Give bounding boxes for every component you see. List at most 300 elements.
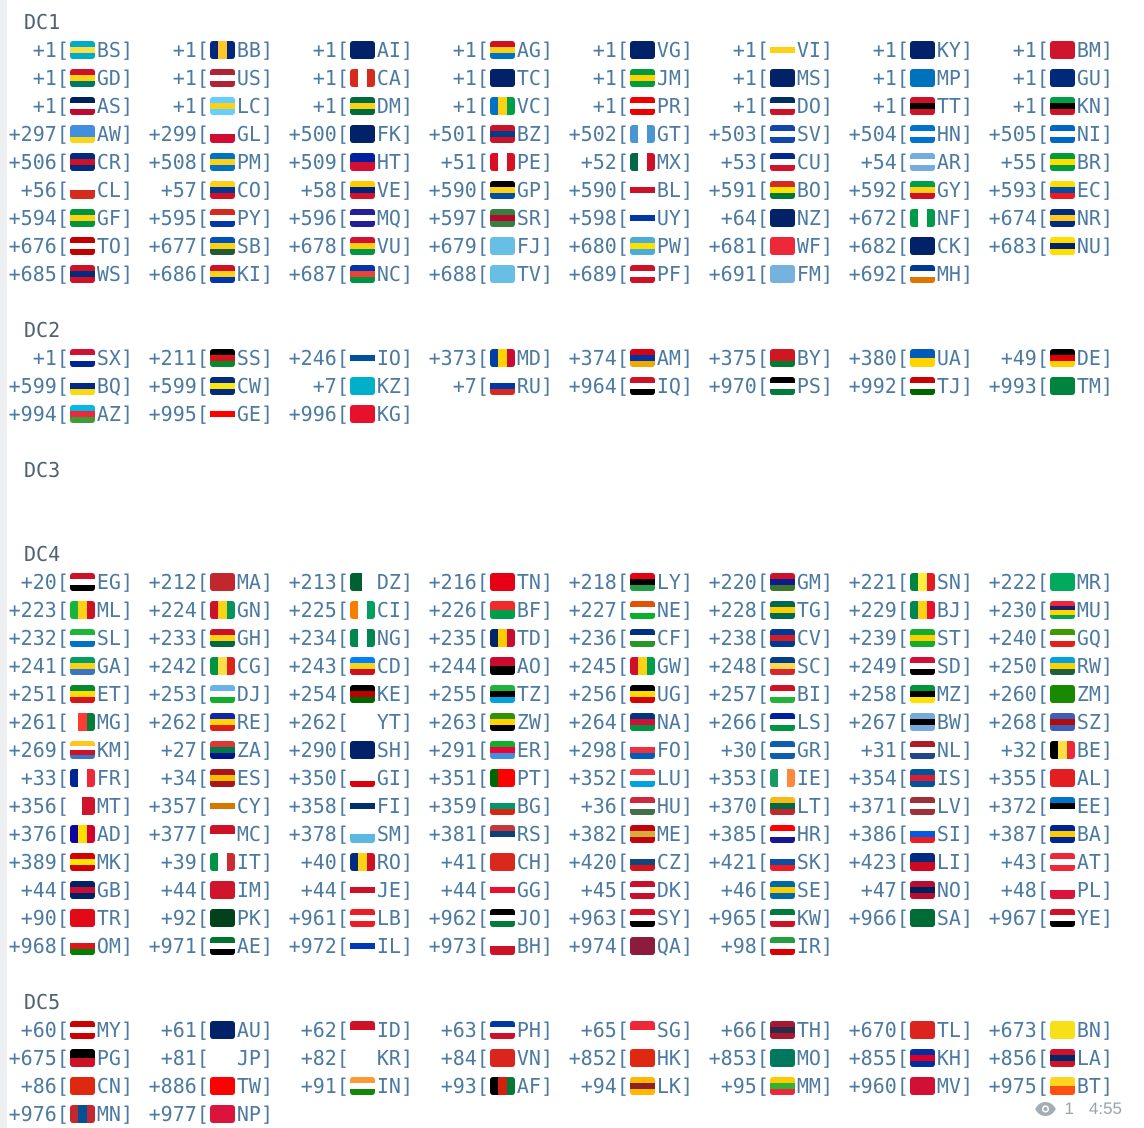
open-bracket: [ [56,206,69,230]
country-code: MO [796,1046,821,1070]
country-code: GL [236,122,261,146]
flag-icon [70,97,95,115]
country-code: BH [516,934,541,958]
dial-code: +258 [848,682,897,706]
open-bracket: [ [476,374,489,398]
dial-code-entry [980,36,1120,64]
dial-code: +501 [428,122,477,146]
dial-code-entry [280,848,420,876]
dial-code: +976 [8,1102,57,1126]
dial-code-entry [560,1072,700,1100]
dial-code: +269 [8,738,57,762]
dc-section-title: DC4 [24,542,61,566]
flag-icon [350,657,375,675]
flag-icon [770,153,795,171]
close-bracket: ] [680,234,693,258]
close-bracket: ] [820,150,833,174]
close-bracket: ] [540,570,553,594]
open-bracket: [ [336,878,349,902]
close-bracket: ] [680,346,693,370]
dial-code: +46 [720,878,757,902]
dial-code-entry [420,1016,560,1044]
flag-icon [70,41,95,59]
country-code: MC [236,822,261,846]
close-bracket: ] [960,1018,973,1042]
dial-code: +268 [988,710,1037,734]
country-code: IQ [656,374,681,398]
close-bracket: ] [540,346,553,370]
dial-code-entry [140,1016,280,1044]
dial-code-entry [280,680,420,708]
close-bracket: ] [1100,766,1113,790]
country-code: SG [656,1018,681,1042]
dial-code: +376 [8,822,57,846]
flag-icon [350,573,375,591]
country-code: TH [796,1018,821,1042]
dial-code-entry [700,708,840,736]
close-bracket: ] [1100,906,1113,930]
close-bracket: ] [680,206,693,230]
dial-code-entry [840,204,980,232]
dial-code: +90 [20,906,57,930]
dial-code-entry [0,792,140,820]
dial-code-entry [280,372,420,400]
country-code: SH [376,738,401,762]
country-code: SB [236,234,261,258]
flag-icon [630,181,655,199]
dial-code-entry [560,680,700,708]
country-code: FO [656,738,681,762]
dial-code: +53 [720,150,757,174]
open-bracket: [ [616,822,629,846]
flag-icon [70,881,95,899]
close-bracket: ] [400,682,413,706]
country-code: GR [796,738,821,762]
country-code: FK [376,122,401,146]
close-bracket: ] [120,682,133,706]
country-code: QA [656,934,681,958]
flag-icon [210,41,235,59]
dial-code: +1 [452,94,477,118]
flag-icon [210,349,235,367]
close-bracket: ] [1100,1018,1113,1042]
close-bracket: ] [120,598,133,622]
dial-code: +63 [440,1018,477,1042]
open-bracket: [ [476,738,489,762]
country-code: PT [516,766,541,790]
dc-section [0,456,1144,484]
flag-icon [350,125,375,143]
dial-code-entry [560,848,700,876]
country-code: BQ [96,374,121,398]
open-bracket: [ [476,94,489,118]
flag-icon [70,797,95,815]
open-bracket: [ [756,766,769,790]
flag-icon [1050,769,1075,787]
dial-code: +597 [428,206,477,230]
country-code: AM [656,346,681,370]
close-bracket: ] [960,626,973,650]
close-bracket: ] [1100,710,1113,734]
dial-code-entry [980,92,1120,120]
country-code: NL [936,738,961,762]
flag-icon [210,237,235,255]
dial-code: +599 [148,374,197,398]
country-code: AI [376,38,401,62]
dial-code: +672 [848,206,897,230]
open-bracket: [ [1036,94,1049,118]
flag-icon [630,69,655,87]
dial-code: +233 [148,626,197,650]
dial-code: +1 [872,94,897,118]
flag-icon [630,769,655,787]
dial-code-entry [840,680,980,708]
close-bracket: ] [680,38,693,62]
dial-code: +230 [988,598,1037,622]
close-bracket: ] [680,66,693,90]
open-bracket: [ [756,262,769,286]
flag-icon [1050,741,1075,759]
open-bracket: [ [756,206,769,230]
close-bracket: ] [400,150,413,174]
open-bracket: [ [196,906,209,930]
flag-icon [490,713,515,731]
close-bracket: ] [260,66,273,90]
close-bracket: ] [960,850,973,874]
close-bracket: ] [1100,346,1113,370]
country-code: BM [1076,38,1101,62]
dial-code: +678 [288,234,337,258]
country-code: AF [516,1074,541,1098]
flag-icon [490,909,515,927]
dial-code-entry [980,792,1120,820]
flag-icon [490,573,515,591]
country-code: CO [236,178,261,202]
dial-code-entry [140,568,280,596]
flag-icon [770,1077,795,1095]
close-bracket: ] [540,38,553,62]
country-code: GI [376,766,401,790]
open-bracket: [ [56,766,69,790]
close-bracket: ] [680,682,693,706]
code-block-message[interactable] [0,8,1144,1128]
country-code: RS [516,822,541,846]
dial-code: +216 [428,570,477,594]
dial-code: +692 [848,262,897,286]
dial-code: +1 [872,38,897,62]
dial-code-entry [140,652,280,680]
country-code: DZ [376,570,401,594]
country-code: NP [236,1102,261,1126]
flag-icon [70,685,95,703]
close-bracket: ] [540,262,553,286]
flag-icon [630,97,655,115]
close-bracket: ] [260,738,273,762]
flag-icon [490,797,515,815]
close-bracket: ] [820,178,833,202]
dial-code-entry [840,764,980,792]
dial-code: +1 [32,66,57,90]
open-bracket: [ [196,1018,209,1042]
dial-code-entry [0,1072,140,1100]
open-bracket: [ [756,598,769,622]
dial-code-entry [840,64,980,92]
dial-code: +995 [148,402,197,426]
close-bracket: ] [120,346,133,370]
open-bracket: [ [336,626,349,650]
dial-code: +86 [20,1074,57,1098]
dial-code: +673 [988,1018,1037,1042]
dial-code-entry [980,204,1120,232]
dial-code: +1 [452,66,477,90]
open-bracket: [ [476,906,489,930]
open-bracket: [ [56,262,69,286]
close-bracket: ] [1100,850,1113,874]
dial-code: +92 [160,906,197,930]
dial-code: +351 [428,766,477,790]
dial-code: +994 [8,402,57,426]
close-bracket: ] [540,850,553,874]
dial-code-entry [560,736,700,764]
close-bracket: ] [960,234,973,258]
dial-code-entry [700,904,840,932]
close-bracket: ] [960,66,973,90]
dial-code: +82 [300,1046,337,1070]
close-bracket: ] [400,178,413,202]
flag-icon [770,713,795,731]
open-bracket: [ [616,262,629,286]
dial-code-entry [980,848,1120,876]
open-bracket: [ [56,934,69,958]
dial-code: +967 [988,906,1037,930]
dial-code: +1 [172,38,197,62]
close-bracket: ] [1100,1046,1113,1070]
country-code: SV [796,122,821,146]
dial-code: +65 [580,1018,617,1042]
open-bracket: [ [196,234,209,258]
dial-code: +596 [288,206,337,230]
dial-code: +590 [428,178,477,202]
country-code: DK [656,878,681,902]
eye-icon [1035,1102,1056,1116]
open-bracket: [ [896,626,909,650]
open-bracket: [ [616,850,629,874]
open-bracket: [ [196,38,209,62]
close-bracket: ] [820,1018,833,1042]
dial-code: +98 [720,934,757,958]
dial-code-entry [840,708,980,736]
flag-icon [910,1021,935,1039]
close-bracket: ] [540,906,553,930]
message-time: 4:55 [1088,1099,1122,1118]
close-bracket: ] [820,710,833,734]
dial-code: +358 [288,794,337,818]
open-bracket: [ [56,654,69,678]
flag-icon [1050,377,1075,395]
close-bracket: ] [120,1102,133,1126]
dial-code-entry [140,36,280,64]
country-code: PL [1076,878,1101,902]
dial-code-grid [0,568,1121,960]
country-code: BG [516,794,541,818]
close-bracket: ] [960,766,973,790]
country-code: NG [376,626,401,650]
open-bracket: [ [476,122,489,146]
dial-code-entry [980,176,1120,204]
country-code: SY [656,906,681,930]
dial-code-entry [140,176,280,204]
dial-code: +965 [708,906,757,930]
close-bracket: ] [260,374,273,398]
dial-code: +421 [708,850,757,874]
open-bracket: [ [56,38,69,62]
dial-code: +32 [1000,738,1037,762]
dial-code-entry [280,932,420,960]
close-bracket: ] [260,794,273,818]
dial-code: +423 [848,850,897,874]
dial-code: +682 [848,234,897,258]
flag-icon [490,825,515,843]
dial-code: +58 [300,178,337,202]
country-code: LU [656,766,681,790]
dial-code-entry [420,820,560,848]
dial-code: +45 [580,878,617,902]
country-code: DM [376,94,401,118]
dial-code: +354 [848,766,897,790]
dial-code: +1 [592,66,617,90]
country-code: BE [1076,738,1101,762]
dial-code-entry [280,260,420,288]
dial-code-entry [980,148,1120,176]
dial-code-entry [560,932,700,960]
country-code: VE [376,178,401,202]
flag-icon [770,797,795,815]
flag-icon [210,69,235,87]
flag-icon [910,769,935,787]
country-code: SD [936,654,961,678]
dial-code-entry [0,652,140,680]
country-code: GA [96,654,121,678]
close-bracket: ] [540,598,553,622]
dial-code-entry [0,36,140,64]
open-bracket: [ [616,626,629,650]
country-code: CD [376,654,401,678]
close-bracket: ] [1100,234,1113,258]
dial-code: +261 [8,710,57,734]
dial-code-entry [560,876,700,904]
dial-code-entry [840,792,980,820]
close-bracket: ] [400,234,413,258]
dial-code-entry [980,1044,1120,1072]
dial-code-entry [980,344,1120,372]
dial-code-entry [700,1044,840,1072]
open-bracket: [ [196,346,209,370]
dial-code-entry [420,792,560,820]
open-bracket: [ [756,822,769,846]
flag-icon [210,209,235,227]
dial-code-entry [0,1100,140,1128]
close-bracket: ] [540,654,553,678]
country-code: VN [516,1046,541,1070]
open-bracket: [ [896,94,909,118]
flag-icon [350,377,375,395]
flag-icon [490,125,515,143]
country-code: SI [936,822,961,846]
open-bracket: [ [196,822,209,846]
country-code: CL [96,178,121,202]
open-bracket: [ [196,1074,209,1098]
close-bracket: ] [400,710,413,734]
open-bracket: [ [896,66,909,90]
country-code: SS [236,346,261,370]
country-code: NC [376,262,401,286]
dial-code: +974 [568,934,617,958]
flag-icon [490,181,515,199]
country-code: YE [1076,906,1101,930]
dial-code: +350 [288,766,337,790]
country-code: IO [376,346,401,370]
close-bracket: ] [1100,626,1113,650]
open-bracket: [ [756,738,769,762]
dial-code: +290 [288,738,337,762]
country-code: DO [796,94,821,118]
open-bracket: [ [336,234,349,258]
open-bracket: [ [336,794,349,818]
close-bracket: ] [820,626,833,650]
close-bracket: ] [820,38,833,62]
close-bracket: ] [400,850,413,874]
dial-code: +241 [8,654,57,678]
close-bracket: ] [680,654,693,678]
country-code: AE [236,934,261,958]
dial-code-entry [0,120,140,148]
flag-icon [770,741,795,759]
flag-icon [770,125,795,143]
open-bracket: [ [56,1102,69,1126]
flag-icon [910,853,935,871]
dial-code-entry [700,148,840,176]
open-bracket: [ [56,738,69,762]
dial-code-entry [280,344,420,372]
dial-code: +370 [708,794,757,818]
dial-code: +224 [148,598,197,622]
close-bracket: ] [820,682,833,706]
dial-code-entry [840,848,980,876]
close-bracket: ] [120,150,133,174]
flag-icon [1050,713,1075,731]
close-bracket: ] [1100,374,1113,398]
dial-code: +238 [708,626,757,650]
close-bracket: ] [680,570,693,594]
close-bracket: ] [260,766,273,790]
dial-code-entry [140,92,280,120]
close-bracket: ] [540,682,553,706]
open-bracket: [ [56,626,69,650]
close-bracket: ] [260,150,273,174]
country-code: FM [796,262,821,286]
flag-icon [910,713,935,731]
flag-icon [910,265,935,283]
dial-code: +240 [988,626,1037,650]
views-count: 1 [1064,1099,1074,1118]
country-code: IR [796,934,821,958]
open-bracket: [ [336,262,349,286]
open-bracket: [ [896,234,909,258]
dial-code: +385 [708,822,757,846]
open-bracket: [ [56,178,69,202]
open-bracket: [ [476,766,489,790]
open-bracket: [ [616,766,629,790]
